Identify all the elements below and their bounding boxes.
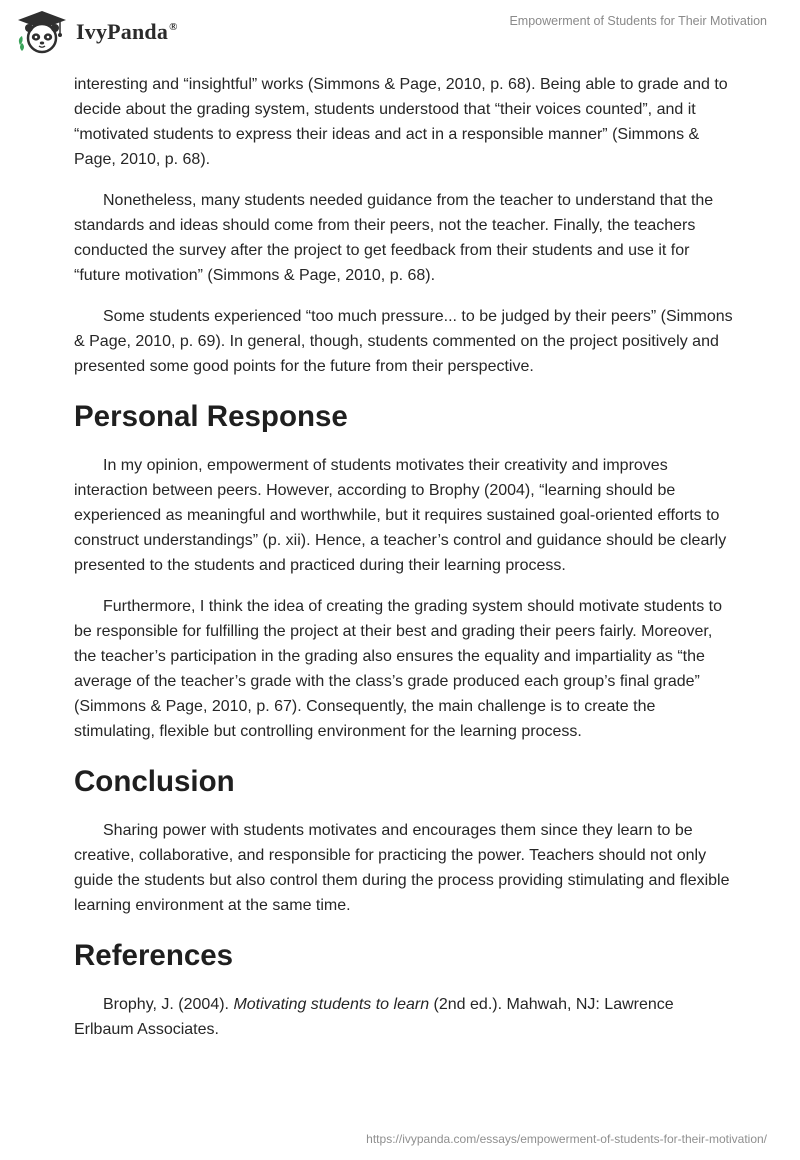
source-url-link[interactable]: https://ivypanda.com/essays/empowerment-of-students-for-their-motivation/ (366, 1132, 767, 1146)
reference-title: Motivating students to learn (233, 996, 430, 1013)
paragraph: Furthermore, I think the idea of creating the grading system should motivate students to be responsible for fulfilling the project at their best and grading their peers fairly. Moreover, the teacher’s participation in the grading also ensures the equality and impartiality as “the average of the teacher’s grade with the class’s grade produced each group’s final grade” (Simmons & Page, 2010, p. 67). Consequently, the main challenge is to create the stimulating, flexible but controlling environment for the learning process. (74, 598, 722, 740)
section-heading-personal-response: Personal Response (74, 400, 348, 433)
brand-name: IvyPanda® (76, 19, 178, 44)
section-heading-conclusion: Conclusion (74, 765, 235, 798)
document-title: Empowerment of Students for Their Motivation (509, 14, 767, 28)
paragraph: Some students experienced “too much pressure... to be judged by their peers” (Simmons & Page, 2010, p. 69). In general, though, students commented on the project positively and presented some good points for the future from their perspective. (74, 308, 733, 375)
section-heading-references: References (74, 939, 234, 972)
registered-mark: ® (169, 21, 178, 33)
paragraph: Sharing power with students motivates and encourages them since they learn to be creative, collaborative, and responsible for practicing the power. Teachers should not only guide the students but also control them during the process providing stimulating and flexible learning environment at the same time. (74, 822, 730, 914)
brand-logo[interactable] (16, 9, 178, 55)
paragraph: Nonetheless, many students needed guidance from the teacher to understand that the standards and ideas should come from their peers, not the teacher. Finally, the teachers conducted the survey after the project to get feedback from their students and use it for “future motivation” (Simmons & Page, 2010, p. 68). (74, 192, 714, 284)
article-body (74, 72, 734, 1058)
reference-author: Brophy, J. (2004). (103, 996, 234, 1013)
page-header (0, 0, 800, 70)
reference-details: (2nd ed.). Mahwah, NJ: Lawrence Erlbaum Associates. (74, 996, 674, 1038)
panda-graduate-icon (16, 9, 68, 55)
paragraph: In my opinion, empowerment of students motivates their creativity and improves interaction between peers. However, according to Brophy (2004), “learning should be experienced as meaningful and worthwhile, but it requires sustained goal-oriented efforts to construct understandings” (p. xii). Hence, a teacher’s control and guidance should be clearly presented to the students and practiced during their learning process. (74, 457, 727, 574)
paragraph: interesting and “insightful” works (Simmons & Page, 2010, p. 68). Being able to grade and to decide about the grading system, students understood that “their voices counted”, and it “motivated students to express their ideas and act in a responsible manner” (Simmons & Page, 2010, p. 68). (74, 76, 728, 168)
reference-entry (74, 992, 734, 1042)
